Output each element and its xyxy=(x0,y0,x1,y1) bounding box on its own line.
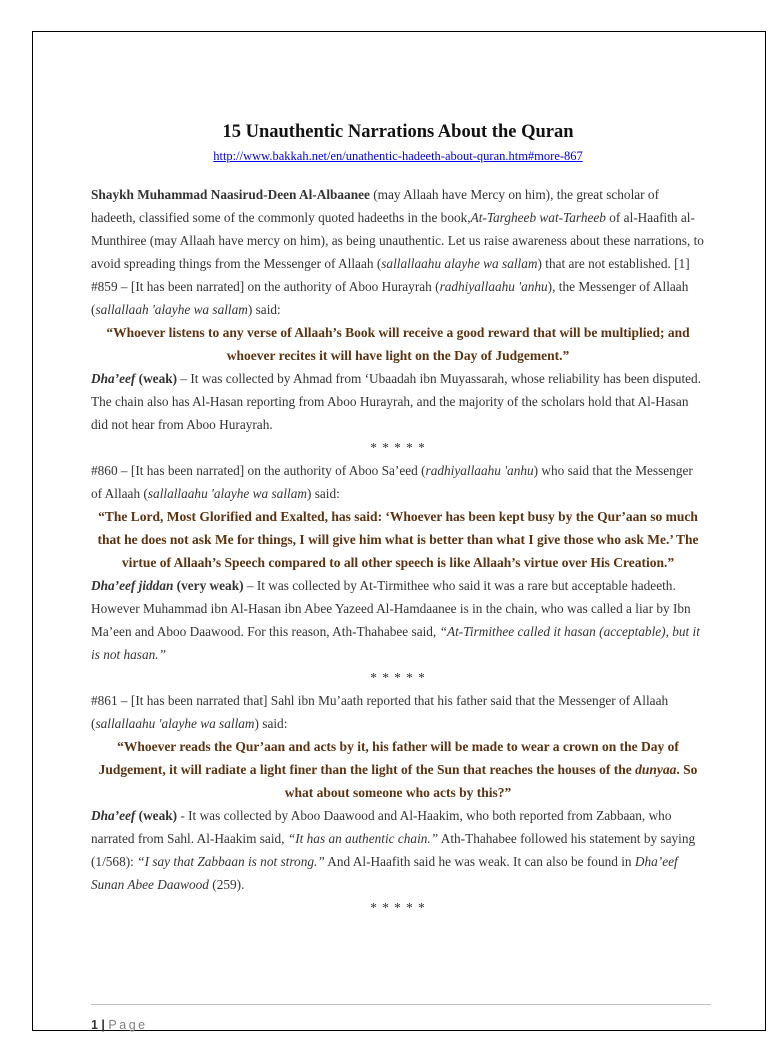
separator-stars: * * * * * xyxy=(370,900,426,915)
separator-stars: * * * * * xyxy=(370,440,426,455)
narration-861-grading: Dha’eef (weak) - It was collected by Aboo Daawood and Al-Haakim, who both reported from Zabbaan, who narrated from Sahl. Al-Haakim said, “It has an authentic chain.” Ath-Thahabee followed his statement by saying (1/568): “I say that Zabbaan is not strong.” And Al-Haafith said he was weak. It can also be found in Dha’eef Sunan Abee Daawood (259). xyxy=(91,808,696,892)
narration-861-intro: #861 – [It has been narrated that] Sahl ibn Mu’aath reported that his father said that the Messenger of Allaah (sallallaahu 'alayhe wa sallam) said: xyxy=(91,693,669,731)
document-body xyxy=(91,120,705,919)
separator-stars: * * * * * xyxy=(370,670,426,685)
narration-860-quote: “The Lord, Most Glorified and Exalted, has said: ‘Whoever has been kept busy by the Qur’aan so much that he does not ask Me for things, I will give him what is better than what I give those who ask Me.’ The virtue of Allaah’s Speech compared to all other speech is like Allaah’s virtue over His Creation.” xyxy=(97,509,699,570)
author-name: Shaykh Muhammad Naasirud-Deen Al-Albaanee xyxy=(91,187,370,202)
document-page xyxy=(32,31,766,1031)
intro-paragraph: Shaykh Muhammad Naasirud-Deen Al-Albaanee (may Allaah have Mercy on him), the great scholar of hadeeth, classified some of the commonly quoted hadeeths in the book,At-Targheeb wat-Tarheeb of al-Haafith al-Munthiree (may Allaah have mercy on him), as being unauthentic. Let us raise awareness about these narrations, to avoid spreading things from the Messenger of Allaah (sallallaahu alayhe wa sallam) that are not established. [1] xyxy=(91,187,704,271)
narration-860-intro: #860 – [It has been narrated] on the authority of Aboo Sa’eed (radhiyallaahu 'anhu) who said that the Messenger of Allaah (sallallaahu 'alayhe wa sallam) said: xyxy=(91,463,693,501)
narration-859-quote: “Whoever listens to any verse of Allaah’s Book will receive a good reward that will be multiplied; and whoever recites it will have light on the Day of Judgement.” xyxy=(106,325,690,363)
footer-separator: | xyxy=(97,1018,109,1032)
document-title: 15 Unauthentic Narrations About the Quran xyxy=(222,122,574,142)
narration-861-quote: “Whoever reads the Qur’aan and acts by it, his father will be made to wear a crown on the Day of Judgement, it will radiate a light finer than the light of the Sun that reaches the houses of the dunyaa. So what about someone who acts by this?” xyxy=(98,739,698,800)
source-link[interactable]: http://www.bakkah.net/en/unathentic-hadeeth-about-quran.htm#more-867 xyxy=(213,149,583,163)
book-title: At-Targheeb wat-Tarheeb xyxy=(470,210,606,225)
page-footer xyxy=(91,1004,711,1045)
page-label: Page xyxy=(108,1018,148,1032)
narration-859-intro: #859 – [It has been narrated] on the authority of Aboo Hurayrah (radhiyallaahu 'anhu), the Messenger of Allaah (sallallaah 'alayhe wa sallam) said: xyxy=(91,279,689,317)
narration-860-grading: Dha’eef jiddan (very weak) – It was collected by At-Tirmithee who said it was a rare but acceptable hadeeth. However Muhammad ibn Al-Hasan ibn Abee Yazeed Al-Hamdaanee is in the chain, who was called a liar by Ibn Ma’een and Aboo Daawood. For this reason, Ath-Thahabee said, “At-Tirmithee called it hasan (acceptable), but it is not hasan.” xyxy=(91,578,700,662)
page-number: 1 xyxy=(91,1018,98,1032)
narration-859-grading: Dha’eef (weak) – It was collected by Ahmad from ‘Ubaadah ibn Muyassarah, whose reliability has been disputed. The chain also has Al-Hasan reporting from Aboo Hurayrah, and the majority of the scholars hold that Al-Hasan did not hear from Aboo Hurayrah. xyxy=(91,371,702,432)
